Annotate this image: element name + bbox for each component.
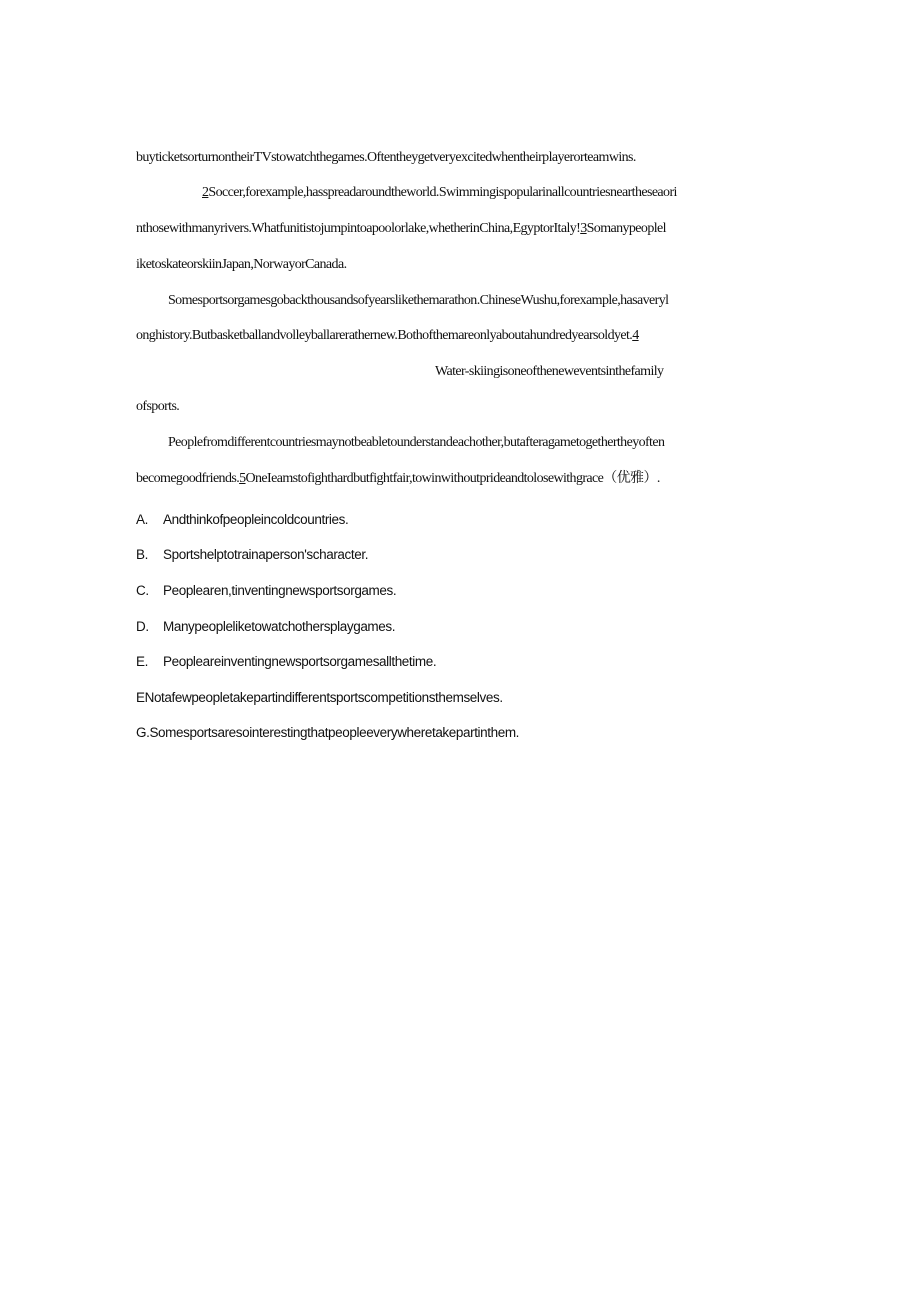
passage-line — [435, 363, 663, 381]
passage-line — [168, 292, 668, 310]
option-c — [136, 582, 396, 600]
passage-line — [136, 149, 636, 167]
passage-text: Soccer,forexample,hasspreadaroundtheworld.Swimmingispopularinallcountriesneartheseaori — [208, 185, 677, 200]
option-f — [136, 689, 503, 707]
passage-text: Peoplefromdifferentcountriesmaynotbeabletounderstandeachother,butafteragametogethertheyoften — [168, 435, 665, 450]
option-g — [136, 724, 519, 742]
option-letter: D. — [136, 619, 149, 634]
passage-text: onghistory.Butbasketballandvolleyballarerathernew.Bothofthemareonlyaboutahundredyearsoldyet. — [136, 328, 633, 343]
passage-text: Somanypeoplel — [586, 221, 666, 236]
blank-2: 2 — [202, 185, 209, 200]
option-text: Peopleareinventingnewsportsorgamesallthetime. — [163, 654, 437, 669]
option-letter: E. — [136, 654, 148, 669]
passage-text: OneIeamstofighthardbutfightfair,towinwithoutprideandtolosewithgrace（优雅）. — [245, 471, 660, 486]
option-text: Peoplearen,tinventingnewsportsorgames. — [163, 583, 397, 598]
blank-3: 3 — [580, 221, 587, 236]
passage-line — [202, 184, 677, 202]
passage-line — [136, 256, 346, 274]
passage-line — [136, 327, 639, 345]
passage-line — [136, 398, 179, 416]
passage-line — [168, 434, 664, 452]
passage-line — [136, 220, 666, 238]
option-b — [136, 546, 368, 564]
option-text: Andthinkofpeopleincoldcountries. — [163, 512, 349, 527]
option-text: Sportshelptotrainaperson'scharacter. — [163, 547, 369, 562]
option-a — [136, 511, 348, 529]
passage-text: becomegoodfriends. — [136, 471, 240, 486]
option-letter: B. — [136, 547, 148, 562]
option-letter: A. — [136, 512, 148, 527]
blank-5: 5 — [239, 471, 246, 486]
option-text: ENotafewpeopletakepartindifferentsportscompetitionsthemselves. — [136, 690, 503, 705]
passage-text: buyticketsorturnontheirTVstowatchthegames.Oftentheygetveryexcitedwhentheirplayerorteamwins. — [136, 150, 636, 165]
blank-4: 4 — [632, 328, 639, 343]
passage-text: nthosewithmanyrivers.Whatfunitistojumpintoapoolorlake,whetherinChina,EgyptorItaly! — [136, 221, 581, 236]
passage-text: ofsports. — [136, 399, 180, 414]
option-text: Manypeopleliketowatchothersplaygames. — [163, 619, 396, 634]
passage-text: Somesportsorgamesgobackthousandsofyearslikethemarathon.ChineseWushu,forexample,hasaveryl — [168, 293, 669, 308]
passage-text: Water-skiingisoneoftheneweventsinthefamily — [435, 364, 664, 379]
option-letter: C. — [136, 583, 149, 598]
option-e — [136, 653, 436, 671]
passage-line — [136, 470, 660, 488]
passage-text: iketoskateorskiinJapan,NorwayorCanada. — [136, 257, 347, 272]
option-d — [136, 618, 395, 636]
option-text: G.Somesportsaresointerestingthatpeopleeverywheretakepartinthem. — [136, 725, 520, 740]
